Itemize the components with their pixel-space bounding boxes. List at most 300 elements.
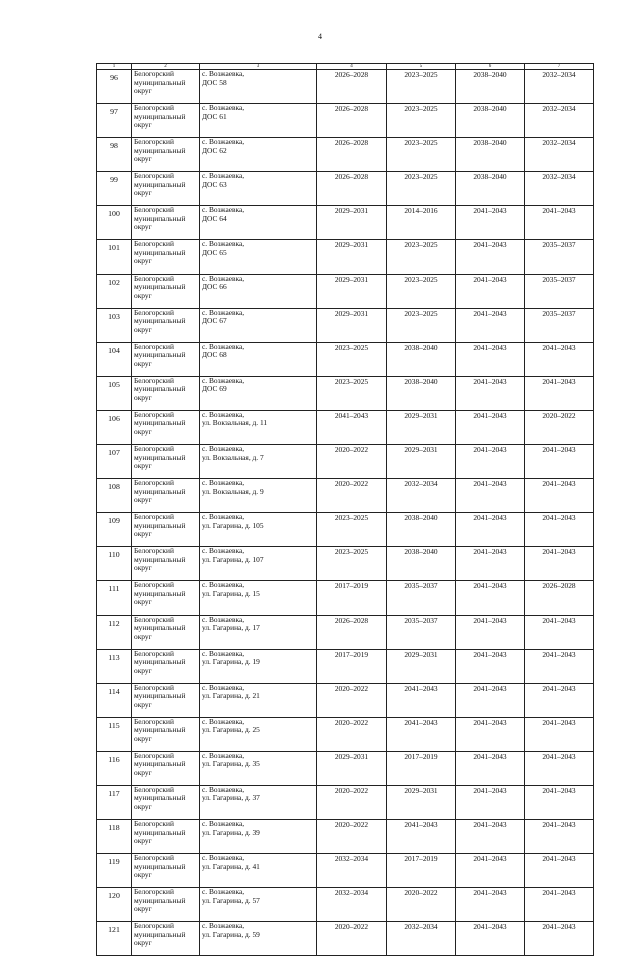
row-number: 97 (97, 104, 132, 138)
table-row (97, 308, 594, 342)
municipality-line: округ (134, 461, 152, 471)
address-line: с. Возжаевка, (202, 683, 245, 692)
period-cell-p6: 2041–2043 (456, 785, 525, 819)
table-row (97, 854, 594, 888)
table-row (97, 138, 594, 172)
address-cell (200, 649, 317, 683)
municipality-line: округ (134, 154, 152, 164)
period-cell-p5: 2041–2043 (387, 717, 456, 751)
row-number: 101 (97, 240, 132, 274)
municipality-line: муниципальный (134, 179, 186, 189)
address-cell (200, 820, 317, 854)
period-cell-p6: 2041–2043 (456, 547, 525, 581)
address-cell (200, 445, 317, 479)
period-cell-p6: 2038–2040 (456, 104, 525, 138)
period-cell-p4: 2026–2028 (317, 70, 387, 104)
address-line: ул. Гагарина, д. 39 (202, 827, 260, 837)
row-number: 107 (97, 445, 132, 479)
address-cell (200, 717, 317, 751)
period-cell-p5: 2029–2031 (387, 785, 456, 819)
municipality-line: округ (134, 392, 152, 402)
period-cell-p6: 2041–2043 (456, 888, 525, 922)
period-cell-p7: 2041–2043 (525, 649, 594, 683)
municipality-cell (132, 649, 200, 683)
address-line: ДОС 65 (202, 247, 227, 257)
address-cell (200, 376, 317, 410)
column-header: 3 (200, 64, 317, 70)
municipality-line: Белогорский (134, 546, 174, 556)
municipality-line: муниципальный (134, 247, 186, 257)
period-cell-p7: 2035–2037 (525, 308, 594, 342)
address-line: с. Возжаевка, (202, 342, 245, 351)
row-number: 106 (97, 410, 132, 444)
address-line: с. Возжаевка, (202, 137, 245, 147)
period-cell-p6: 2041–2043 (456, 479, 525, 513)
municipality-line: Белогорский (134, 376, 174, 385)
period-cell-p6: 2041–2043 (456, 751, 525, 785)
address-line: ул. Гагарина, д. 21 (202, 691, 260, 701)
row-number: 120 (97, 888, 132, 922)
municipality-line: округ (134, 358, 152, 368)
table-row (97, 206, 594, 240)
municipality-line: муниципальный (134, 554, 186, 564)
address-line: ул. Гагарина, д. 17 (202, 623, 260, 632)
municipality-cell (132, 683, 200, 717)
period-cell-p5: 2035–2037 (387, 581, 456, 615)
period-cell-p5: 2023–2025 (387, 104, 456, 138)
period-cell-p6: 2041–2043 (456, 308, 525, 342)
address-line: с. Возжаевка, (202, 239, 245, 249)
row-number: 116 (97, 751, 132, 785)
column-header: 1 (97, 64, 132, 70)
municipality-line: Белогорский (134, 274, 174, 283)
period-cell-p6: 2038–2040 (456, 172, 525, 206)
municipality-line: муниципальный (134, 282, 186, 292)
municipality-line: Белогорский (134, 137, 174, 147)
municipality-line: Белогорский (134, 649, 174, 658)
period-cell-p4: 2029–2031 (317, 206, 387, 240)
address-line: с. Возжаевка, (202, 649, 245, 658)
address-line: с. Возжаевка, (202, 444, 245, 454)
period-cell-p7: 2041–2043 (525, 445, 594, 479)
table-row (97, 683, 594, 717)
period-cell-p5: 2038–2040 (387, 342, 456, 376)
table-row (97, 410, 594, 444)
municipality-line: муниципальный (134, 725, 186, 735)
municipality-cell (132, 581, 200, 615)
municipality-line: муниципальный (134, 793, 186, 803)
address-cell (200, 410, 317, 444)
period-cell-p7: 2041–2043 (525, 683, 594, 717)
address-cell (200, 683, 317, 717)
address-line: ДОС 58 (202, 77, 227, 87)
period-cell-p5: 2023–2025 (387, 240, 456, 274)
period-cell-p6: 2041–2043 (456, 342, 525, 376)
address-line: ул. Гагарина, д. 107 (202, 554, 264, 564)
municipality-line: округ (134, 222, 152, 232)
municipality-line: муниципальный (134, 691, 186, 701)
housing-schedule-table (96, 63, 594, 956)
municipality-line: Белогорский (134, 683, 174, 692)
period-cell-p6: 2041–2043 (456, 410, 525, 444)
address-line: с. Возжаевка, (202, 785, 245, 794)
municipality-line: Белогорский (134, 444, 174, 454)
period-cell-p4: 2020–2022 (317, 479, 387, 513)
address-cell (200, 479, 317, 513)
address-line: ул. Гагарина, д. 35 (202, 759, 260, 769)
municipality-cell (132, 854, 200, 888)
municipality-cell (132, 240, 200, 274)
row-number: 110 (97, 547, 132, 581)
address-line: с. Возжаевка, (202, 887, 245, 897)
address-line: с. Возжаевка, (202, 205, 245, 215)
row-number: 108 (97, 479, 132, 513)
period-cell-p5: 2017–2019 (387, 751, 456, 785)
table-row (97, 581, 594, 615)
table-row (97, 342, 594, 376)
municipality-line: Белогорский (134, 615, 174, 624)
address-line: ДОС 62 (202, 145, 227, 155)
address-line: с. Возжаевка, (202, 103, 245, 113)
municipality-line: муниципальный (134, 827, 186, 837)
period-cell-p5: 2014–2016 (387, 206, 456, 240)
column-header: 7 (525, 64, 594, 70)
municipality-cell (132, 70, 200, 104)
municipality-line: Белогорский (134, 308, 174, 317)
municipality-cell (132, 410, 200, 444)
period-cell-p5: 2032–2034 (387, 479, 456, 513)
municipality-line: округ (134, 529, 152, 539)
address-line: с. Возжаевка, (202, 376, 245, 385)
table-row (97, 376, 594, 410)
municipality-line: Белогорский (134, 205, 174, 215)
period-cell-p6: 2041–2043 (456, 922, 525, 956)
period-cell-p6: 2041–2043 (456, 820, 525, 854)
municipality-line: Белогорский (134, 921, 174, 931)
row-number: 114 (97, 683, 132, 717)
address-line: с. Возжаевка, (202, 274, 245, 283)
period-cell-p6: 2041–2043 (456, 274, 525, 308)
municipality-cell (132, 751, 200, 785)
period-cell-p4: 2023–2025 (317, 376, 387, 410)
address-cell (200, 172, 317, 206)
municipality-line: Белогорский (134, 478, 174, 488)
period-cell-p6: 2038–2040 (456, 138, 525, 172)
municipality-cell (132, 206, 200, 240)
table-row (97, 240, 594, 274)
row-number: 115 (97, 717, 132, 751)
period-cell-p7: 2041–2043 (525, 820, 594, 854)
municipality-line: округ (134, 597, 152, 607)
table-row (97, 547, 594, 581)
table-row (97, 615, 594, 649)
municipality-line: округ (134, 665, 152, 675)
municipality-line: Белогорский (134, 342, 174, 351)
column-header: 2 (132, 64, 200, 70)
address-line: с. Возжаевка, (202, 171, 245, 181)
period-cell-p5: 2023–2025 (387, 274, 456, 308)
address-line: ул. Вокзальная, д. 11 (202, 418, 268, 428)
period-cell-p7: 2032–2034 (525, 70, 594, 104)
municipality-line: округ (134, 836, 152, 846)
municipality-cell (132, 445, 200, 479)
period-cell-p7: 2041–2043 (525, 547, 594, 581)
address-cell (200, 751, 317, 785)
municipality-line: Белогорский (134, 751, 174, 760)
row-number: 121 (97, 922, 132, 956)
address-line: ДОС 69 (202, 384, 227, 394)
period-cell-p7: 2032–2034 (525, 138, 594, 172)
municipality-cell (132, 274, 200, 308)
municipality-cell (132, 785, 200, 819)
municipality-line: муниципальный (134, 520, 186, 530)
period-cell-p4: 2026–2028 (317, 615, 387, 649)
period-cell-p4: 2032–2034 (317, 888, 387, 922)
address-line: с. Возжаевка, (202, 615, 245, 624)
period-cell-p4: 2026–2028 (317, 138, 387, 172)
period-cell-p6: 2041–2043 (456, 649, 525, 683)
municipality-line: муниципальный (134, 588, 186, 598)
municipality-line: муниципальный (134, 929, 186, 939)
period-cell-p7: 2041–2043 (525, 922, 594, 956)
address-line: ДОС 67 (202, 316, 227, 326)
address-cell (200, 581, 317, 615)
row-number: 118 (97, 820, 132, 854)
municipality-line: Белогорский (134, 717, 174, 726)
municipality-line: муниципальный (134, 895, 186, 905)
address-cell (200, 785, 317, 819)
row-number: 104 (97, 342, 132, 376)
table-row (97, 70, 594, 104)
period-cell-p4: 2032–2034 (317, 854, 387, 888)
address-line: с. Возжаевка, (202, 410, 245, 419)
address-line: ул. Гагарина, д. 15 (202, 588, 260, 598)
period-cell-p4: 2020–2022 (317, 717, 387, 751)
period-cell-p7: 2041–2043 (525, 615, 594, 649)
municipality-line: округ (134, 733, 152, 743)
period-cell-p7: 2026–2028 (525, 581, 594, 615)
period-cell-p6: 2041–2043 (456, 854, 525, 888)
municipality-line: Белогорский (134, 785, 174, 794)
period-cell-p5: 2035–2037 (387, 615, 456, 649)
period-cell-p4: 2029–2031 (317, 274, 387, 308)
address-cell (200, 922, 317, 956)
municipality-line: округ (134, 188, 152, 198)
column-header: 4 (317, 64, 387, 70)
row-number: 99 (97, 172, 132, 206)
municipality-cell (132, 172, 200, 206)
column-header: 6 (456, 64, 525, 70)
municipality-line: Белогорский (134, 103, 174, 113)
period-cell-p7: 2041–2043 (525, 479, 594, 513)
table-row (97, 717, 594, 751)
table-row (97, 785, 594, 819)
row-number: 96 (97, 70, 132, 104)
municipality-line: муниципальный (134, 623, 186, 632)
table-row (97, 172, 594, 206)
address-cell (200, 308, 317, 342)
address-line: ул. Гагарина, д. 25 (202, 725, 260, 735)
period-cell-p6: 2041–2043 (456, 513, 525, 547)
table-row (97, 479, 594, 513)
address-cell (200, 274, 317, 308)
period-cell-p6: 2038–2040 (456, 70, 525, 104)
row-number: 102 (97, 274, 132, 308)
row-number: 105 (97, 376, 132, 410)
address-line: ДОС 64 (202, 213, 227, 223)
period-cell-p4: 2020–2022 (317, 820, 387, 854)
municipality-line: муниципальный (134, 111, 186, 121)
municipality-line: Белогорский (134, 410, 174, 419)
row-number: 109 (97, 513, 132, 547)
municipality-cell (132, 547, 200, 581)
address-line: с. Возжаевка, (202, 69, 245, 78)
period-cell-p5: 2020–2022 (387, 888, 456, 922)
period-cell-p7: 2041–2043 (525, 342, 594, 376)
period-cell-p5: 2023–2025 (387, 138, 456, 172)
period-cell-p5: 2023–2025 (387, 172, 456, 206)
municipality-line: округ (134, 938, 152, 948)
municipality-cell (132, 615, 200, 649)
address-cell (200, 70, 317, 104)
row-number: 113 (97, 649, 132, 683)
municipality-line: муниципальный (134, 384, 186, 394)
period-cell-p7: 2020–2022 (525, 410, 594, 444)
row-number: 111 (97, 581, 132, 615)
period-cell-p7: 2041–2043 (525, 513, 594, 547)
table-row (97, 922, 594, 956)
period-cell-p6: 2041–2043 (456, 445, 525, 479)
municipality-line: округ (134, 256, 152, 266)
row-number: 117 (97, 785, 132, 819)
municipality-line: Белогорский (134, 580, 174, 590)
address-line: с. Возжаевка, (202, 308, 245, 317)
municipality-cell (132, 376, 200, 410)
address-line: ул. Вокзальная, д. 7 (202, 452, 264, 462)
column-header: 5 (387, 64, 456, 70)
municipality-cell (132, 513, 200, 547)
period-cell-p7: 2032–2034 (525, 104, 594, 138)
municipality-line: муниципальный (134, 350, 186, 360)
period-cell-p6: 2041–2043 (456, 683, 525, 717)
municipality-line: муниципальный (134, 418, 186, 428)
table-row (97, 513, 594, 547)
municipality-cell (132, 479, 200, 513)
period-cell-p4: 2020–2022 (317, 922, 387, 956)
period-cell-p7: 2041–2043 (525, 854, 594, 888)
municipality-line: муниципальный (134, 452, 186, 462)
address-line: ул. Вокзальная, д. 9 (202, 486, 264, 496)
municipality-line: муниципальный (134, 486, 186, 496)
municipality-line: округ (134, 904, 152, 914)
row-number: 119 (97, 854, 132, 888)
address-line: с. Возжаевка, (202, 921, 245, 931)
municipality-line: Белогорский (134, 887, 174, 897)
municipality-line: округ (134, 324, 152, 334)
address-line: с. Возжаевка, (202, 853, 245, 863)
table-row (97, 751, 594, 785)
row-number: 103 (97, 308, 132, 342)
period-cell-p4: 2020–2022 (317, 683, 387, 717)
period-cell-p4: 2026–2028 (317, 172, 387, 206)
municipality-cell (132, 922, 200, 956)
municipality-line: Белогорский (134, 171, 174, 181)
period-cell-p5: 2038–2040 (387, 547, 456, 581)
address-line: ул. Гагарина, д. 57 (202, 895, 260, 905)
period-cell-p4: 2026–2028 (317, 104, 387, 138)
page-number: 4 (318, 32, 322, 41)
period-cell-p5: 2032–2034 (387, 922, 456, 956)
table-row (97, 445, 594, 479)
table-row (97, 274, 594, 308)
municipality-line: округ (134, 801, 152, 811)
address-line: с. Возжаевка, (202, 819, 245, 829)
municipality-cell (132, 342, 200, 376)
address-line: с. Возжаевка, (202, 546, 245, 556)
period-cell-p5: 2029–2031 (387, 410, 456, 444)
address-cell (200, 854, 317, 888)
municipality-line: муниципальный (134, 316, 186, 326)
address-line: ул. Гагарина, д. 105 (202, 520, 264, 530)
municipality-line: округ (134, 563, 152, 573)
municipality-cell (132, 104, 200, 138)
municipality-line: округ (134, 631, 152, 641)
period-cell-p6: 2041–2043 (456, 206, 525, 240)
row-number: 100 (97, 206, 132, 240)
row-number: 112 (97, 615, 132, 649)
municipality-line: округ (134, 767, 152, 777)
address-line: ул. Гагарина, д. 37 (202, 793, 260, 803)
municipality-cell (132, 820, 200, 854)
period-cell-p5: 2023–2025 (387, 70, 456, 104)
address-cell (200, 342, 317, 376)
address-line: с. Возжаевка, (202, 512, 245, 522)
period-cell-p4: 2017–2019 (317, 649, 387, 683)
period-cell-p7: 2035–2037 (525, 274, 594, 308)
municipality-line: Белогорский (134, 239, 174, 249)
municipality-line: муниципальный (134, 213, 186, 223)
municipality-line: округ (134, 86, 152, 95)
address-line: ДОС 68 (202, 350, 227, 360)
period-cell-p6: 2041–2043 (456, 615, 525, 649)
period-cell-p4: 2017–2019 (317, 581, 387, 615)
municipality-line: муниципальный (134, 759, 186, 769)
address-line: с. Возжаевка, (202, 478, 245, 488)
municipality-line: муниципальный (134, 77, 186, 87)
table-row (97, 104, 594, 138)
period-cell-p5: 2041–2043 (387, 820, 456, 854)
municipality-line: округ (134, 120, 152, 130)
period-cell-p4: 2023–2025 (317, 342, 387, 376)
period-cell-p6: 2041–2043 (456, 240, 525, 274)
period-cell-p5: 2023–2025 (387, 308, 456, 342)
address-cell (200, 615, 317, 649)
period-cell-p4: 2041–2043 (317, 410, 387, 444)
municipality-line: Белогорский (134, 819, 174, 829)
period-cell-p7: 2035–2037 (525, 240, 594, 274)
address-line: ул. Гагарина, д. 41 (202, 861, 260, 871)
table-row (97, 649, 594, 683)
period-cell-p7: 2041–2043 (525, 206, 594, 240)
municipality-line: округ (134, 870, 152, 880)
municipality-line: Белогорский (134, 69, 174, 78)
address-cell (200, 240, 317, 274)
period-cell-p6: 2041–2043 (456, 717, 525, 751)
period-cell-p4: 2020–2022 (317, 785, 387, 819)
municipality-line: муниципальный (134, 145, 186, 155)
period-cell-p7: 2032–2034 (525, 172, 594, 206)
period-cell-p5: 2038–2040 (387, 513, 456, 547)
